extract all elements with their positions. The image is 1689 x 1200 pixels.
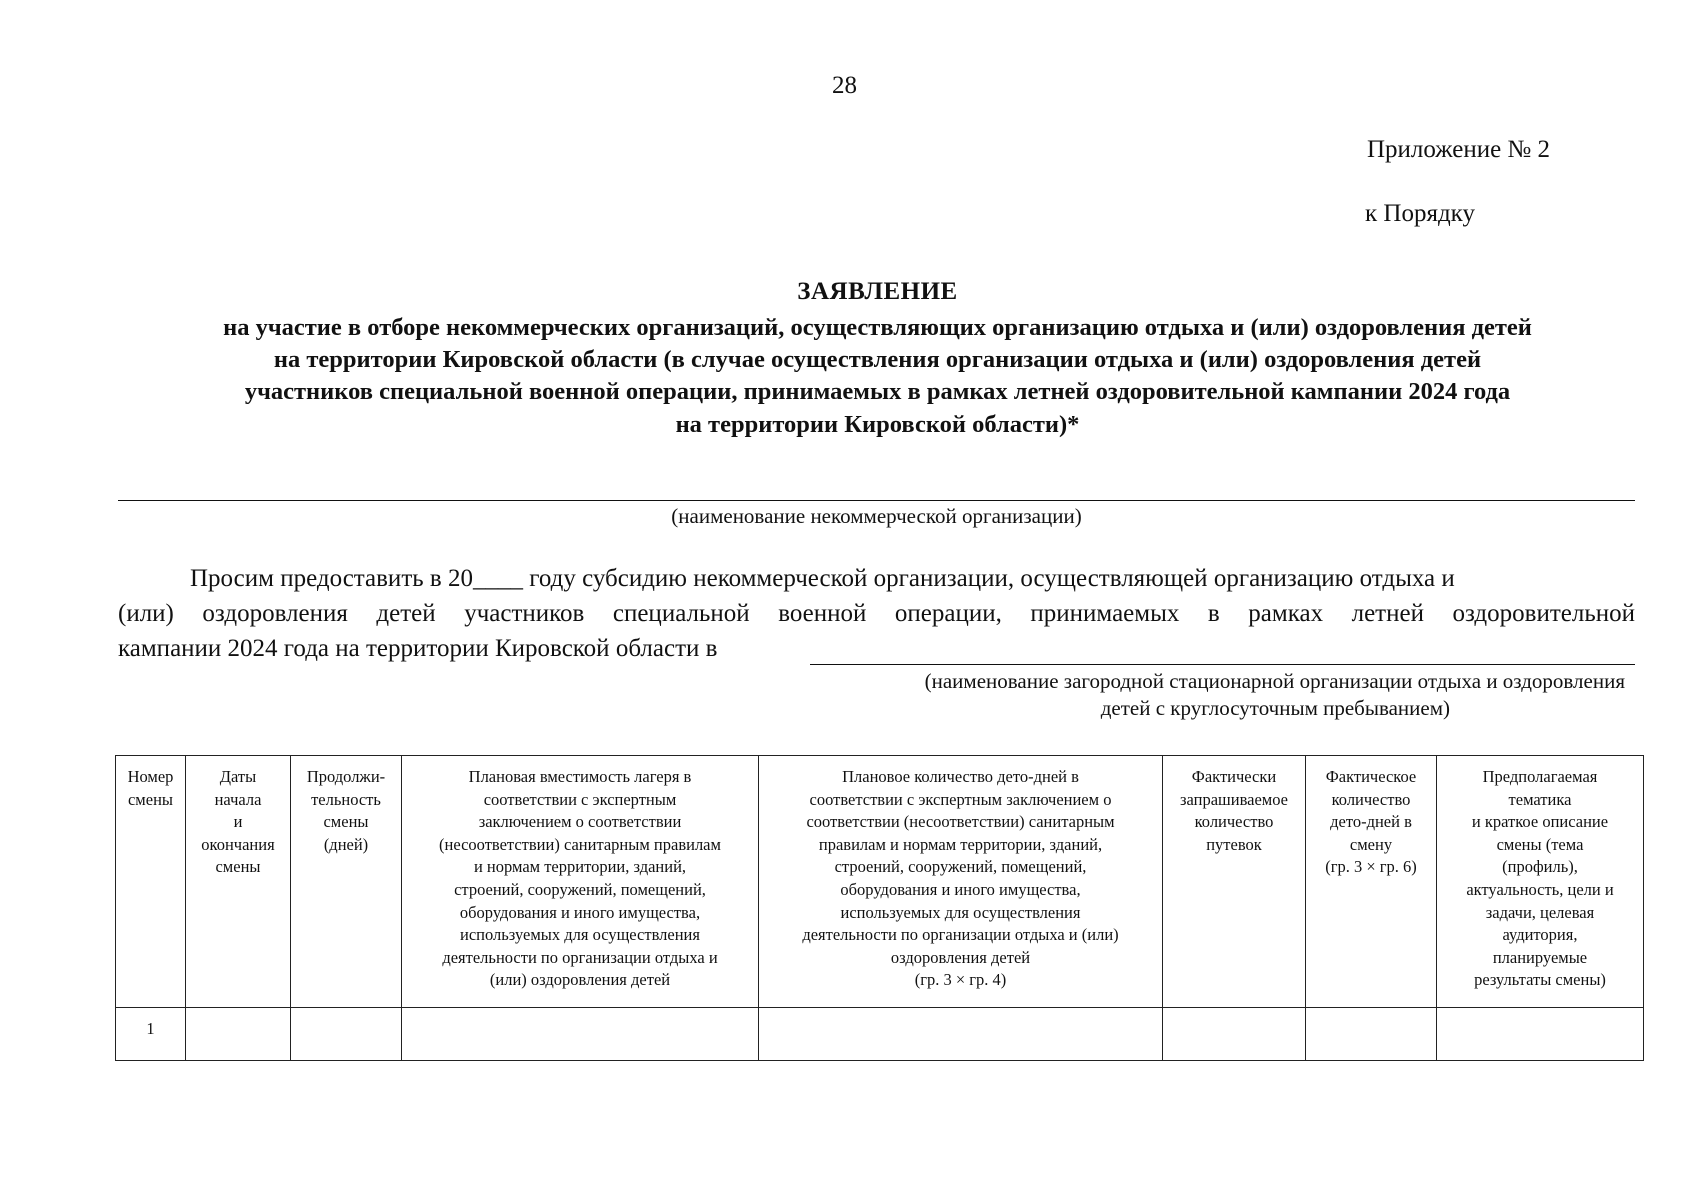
header-text-line: смены (тема xyxy=(1496,834,1584,854)
header-text-line: смены xyxy=(215,857,261,877)
table-cell[interactable] xyxy=(1163,1008,1306,1061)
header-text-line: (гр. 3 × гр. 6) xyxy=(1325,857,1417,877)
header-text-line: оборудования и иного имущества, xyxy=(840,879,1081,899)
header-text-line: деятельности по организации отдыха и (или) xyxy=(802,925,1119,945)
shift-theme-header xyxy=(1437,756,1644,1008)
table-cell[interactable] xyxy=(402,1008,759,1061)
planned-child-days-header xyxy=(759,756,1163,1008)
header-text-line: используемых для осуществления xyxy=(840,902,1081,922)
subtitle-line: участников специальной военной операции, принимаемых в рамках летней оздоровительной кампании 2024 года xyxy=(244,378,1511,405)
page-number: 28 xyxy=(832,72,857,99)
header-text-line: соответствии с экспертным xyxy=(483,789,677,809)
shift-number-header xyxy=(116,756,186,1008)
request-paragraph-line: (или) оздоровления детей участников специальной военной операции, принимаемых в рамках летней оздоровительной xyxy=(118,600,1635,627)
header-text-line: (профиль), xyxy=(1502,857,1578,877)
header-text-line: путевок xyxy=(1206,834,1262,854)
requested-vouchers-header xyxy=(1163,756,1306,1008)
header-text-line: аудитория, xyxy=(1502,925,1578,945)
header-text-line: Продолжи- xyxy=(306,767,386,786)
organization-name-caption: (наименование некоммерческой организации) xyxy=(671,504,1082,528)
subtitle-line: на территории Кировской области)* xyxy=(675,411,1080,438)
camp-name-field[interactable] xyxy=(810,664,1635,665)
header-text-line: запрашиваемое xyxy=(1180,789,1288,809)
subtitle-line: на территории Кировской области (в случае осуществления организации отдыха и (или) оздоровления детей xyxy=(273,346,1482,373)
header-text-line: Фактически xyxy=(1191,767,1277,786)
header-text-line: планируемые xyxy=(1492,947,1588,967)
header-text-line: и xyxy=(233,812,243,832)
header-text-line: задачи, целевая xyxy=(1485,902,1595,922)
camp-name-caption: (наименование загородной стационарной организации отдыха и оздоровления xyxy=(924,669,1625,693)
header-text-line: Плановая вместимость лагеря в xyxy=(468,767,692,786)
table-cell[interactable] xyxy=(759,1008,1163,1061)
header-text-line: Номер xyxy=(127,767,174,786)
header-text-line: смену xyxy=(1349,834,1393,854)
shift-duration-header xyxy=(291,756,402,1008)
header-text-line: Предполагаемая xyxy=(1482,767,1598,786)
header-text-line: результаты смены) xyxy=(1474,970,1606,990)
header-text-line: тематика xyxy=(1508,789,1572,809)
shift-number-cell: 1 xyxy=(116,1008,186,1061)
header-text-line: и краткое описание xyxy=(1471,812,1609,832)
header-text-line: количество xyxy=(1194,812,1274,832)
header-text-line: актуальность, цели и xyxy=(1466,879,1614,899)
table-cell[interactable] xyxy=(1437,1008,1644,1061)
organization-name-field[interactable] xyxy=(118,500,1635,501)
header-text-line: используемых для осуществления xyxy=(460,925,700,945)
header-text-line: количество xyxy=(1331,789,1411,809)
header-text-line: Даты xyxy=(219,767,257,786)
header-text-line: Фактическое xyxy=(1325,767,1417,786)
header-text-line: оздоровления детей xyxy=(890,947,1031,967)
subtitle-line: на участие в отборе некоммерческих организаций, осуществляющих организацию отдыха и (или) оздоровления детей xyxy=(223,314,1532,341)
shift-table xyxy=(115,755,1644,1061)
header-text-line: (или) оздоровления детей xyxy=(489,970,671,990)
header-text-line: соответствии (несоответствии) санитарным xyxy=(806,812,1115,832)
header-text-line: Плановое количество дето-дней в xyxy=(842,767,1079,786)
header-text-line: тельность xyxy=(311,789,381,809)
table-cell[interactable] xyxy=(1306,1008,1437,1061)
header-text-line: (гр. 3 × гр. 4) xyxy=(914,970,1007,990)
header-text-line: дето-дней в xyxy=(1330,812,1412,832)
appendix-number: Приложение № 2 xyxy=(1367,136,1551,163)
table-cell[interactable] xyxy=(291,1008,402,1061)
header-text-line: начала xyxy=(214,789,262,809)
camp-name-caption: детей с круглосуточным пребыванием) xyxy=(1100,696,1450,720)
header-text-line: строений, сооружений, помещений, xyxy=(454,879,706,899)
header-text-line: смены xyxy=(127,789,173,809)
table-cell[interactable] xyxy=(186,1008,291,1061)
document-title: ЗАЯВЛЕНИЕ xyxy=(797,278,958,305)
header-text-line: смены xyxy=(323,812,369,832)
shift-dates-header xyxy=(186,756,291,1008)
camp-capacity-header xyxy=(402,756,759,1008)
request-paragraph-line: кампании 2024 года на территории Кировской области в xyxy=(118,635,718,662)
header-text-line: деятельности по организации отдыха и xyxy=(442,947,718,967)
header-text-line: соответствии с экспертным заключением о xyxy=(809,789,1112,809)
header-text-line: и нормам территории, зданий, xyxy=(473,857,687,877)
header-text-line: (несоответствии) санитарным правилам xyxy=(439,834,721,854)
header-text-line: окончания xyxy=(201,834,275,854)
header-text-line: оборудования и иного имущества, xyxy=(459,902,701,922)
header-text-line: правилам и нормам территории, зданий, xyxy=(818,834,1103,854)
table-header-row xyxy=(116,756,1644,1008)
header-text-line: (дней) xyxy=(323,834,369,854)
actual-child-days-header xyxy=(1306,756,1437,1008)
table-row xyxy=(116,1008,1644,1061)
appendix-reference: к Порядку xyxy=(1365,200,1475,227)
request-paragraph-line: Просим предоставить в 20____ году субсидию некоммерческой организации, осуществляющей организацию отдыха и xyxy=(190,565,1455,592)
header-text-line: заключением о соответствии xyxy=(478,812,682,832)
header-text-line: строений, сооружений, помещений, xyxy=(834,857,1087,877)
